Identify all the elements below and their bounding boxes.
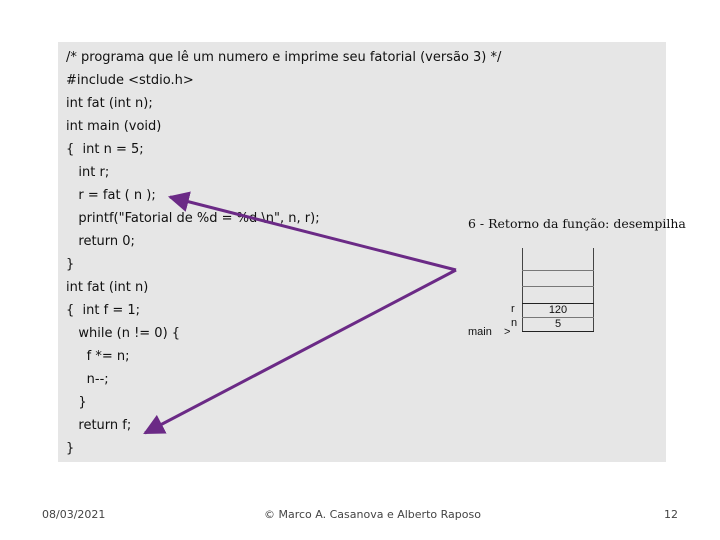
- footer-date: 08/03/2021: [42, 508, 106, 521]
- code-line: }: [66, 395, 87, 410]
- code-line: int r;: [66, 165, 110, 180]
- code-line: int fat (int n);: [66, 96, 153, 111]
- code-line: while (n != 0) {: [66, 326, 181, 341]
- code-line: int fat (int n): [66, 280, 149, 295]
- code-line: { int n = 5;: [66, 142, 144, 157]
- code-line: printf("Fatorial de %d = %d \n", n, r);: [66, 211, 320, 226]
- footer-credit: © Marco A. Casanova e Alberto Raposo: [264, 508, 481, 521]
- diagram-caption: 6 - Retorno da função: desempilha: [468, 216, 686, 231]
- stack-var-n-label: n: [511, 317, 518, 329]
- code-line: #include <stdio.h>: [66, 73, 194, 88]
- stack-cell-r-value: 120: [548, 304, 568, 316]
- stack-frame-label: main: [468, 326, 492, 338]
- arrow-to-return: [145, 270, 456, 433]
- code-line: n--;: [66, 372, 109, 387]
- code-line: int main (void): [66, 119, 162, 134]
- code-line: { int f = 1;: [66, 303, 141, 318]
- code-line: return 0;: [66, 234, 135, 249]
- stack-var-r-label: r: [511, 303, 515, 315]
- code-line: }: [66, 257, 75, 272]
- stack-pointer-icon: >: [504, 326, 511, 338]
- code-line: return f;: [66, 418, 132, 433]
- code-line: /* programa que lê um numero e imprime seu fatorial (versão 3) */: [66, 50, 502, 65]
- stack-cell-n-value: 5: [554, 318, 562, 330]
- code-line: r = fat ( n );: [66, 188, 156, 203]
- arrow-to-call-site: [170, 197, 456, 270]
- code-line: }: [66, 441, 75, 456]
- code-line: f *= n;: [66, 349, 130, 364]
- footer-page-number: 12: [664, 508, 678, 521]
